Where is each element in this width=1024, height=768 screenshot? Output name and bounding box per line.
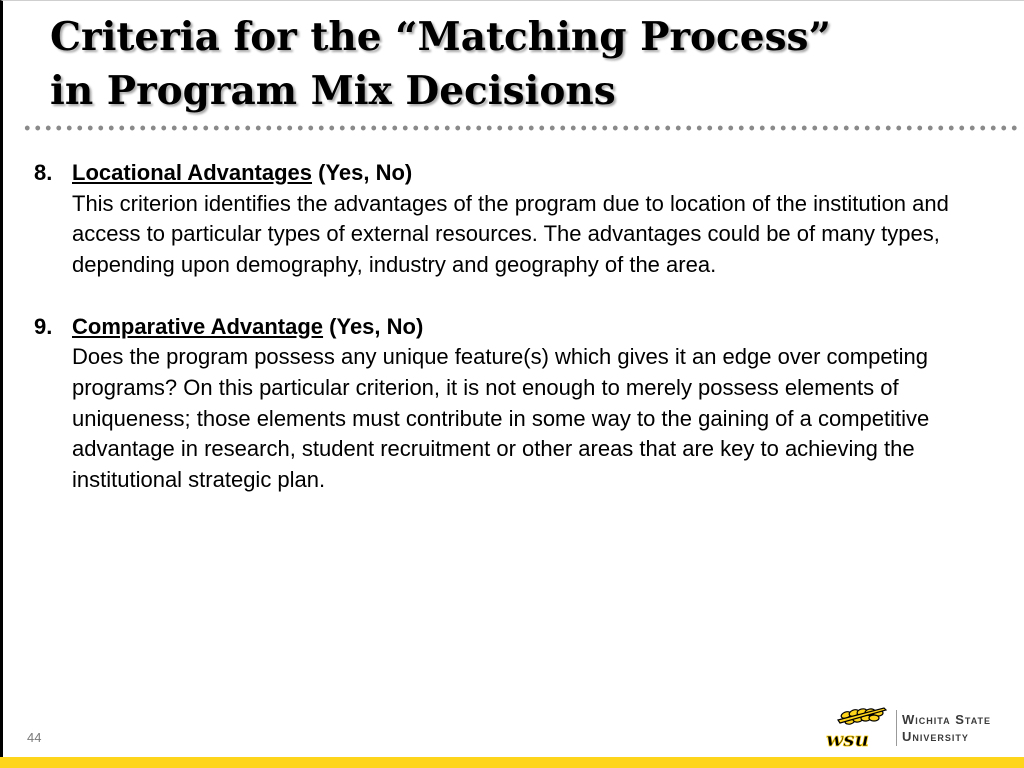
item-number: 8.	[34, 160, 53, 185]
criterion-item-8	[34, 158, 984, 281]
criterion-item-9	[34, 312, 984, 496]
title-line-1: Criteria for the “Matching Process”	[50, 14, 831, 60]
item-heading	[72, 160, 412, 185]
item-number: 9.	[34, 313, 53, 339]
logo-line-1: Wichita State	[902, 712, 992, 727]
logo-divider	[896, 710, 897, 746]
item-term: Locational Advantages	[72, 160, 313, 185]
item-description: This criterion identifies the advantages of the program due to location of the institution and access to particular types of external resources. The advantages could be of many types, depending upon demography, industry and geography of the area.	[72, 190, 949, 278]
item-term: Comparative Advantage	[72, 313, 324, 339]
dotted-divider	[22, 125, 1022, 131]
wsu-monogram: wsu	[826, 727, 870, 750]
criteria-list	[34, 158, 984, 496]
logo-line-2: University	[902, 729, 969, 744]
item-options: (Yes, No)	[312, 160, 413, 185]
item-description: Does the program possess any unique feature(s) which gives it an edge over competing programs? On this particular criterion, it is not enough to merely possess elements of uniqueness; those elements must contribute in some way to the gaining of a competitive advantage in research, student recruitment or other areas that are key to achieving the institutional strategic plan.	[72, 344, 930, 493]
logo-wordmark	[902, 711, 991, 745]
wichita-state-logo	[824, 706, 1014, 750]
slide-title	[50, 10, 950, 118]
item-heading	[72, 314, 423, 339]
item-options: (Yes, No)	[323, 313, 424, 339]
title-line-2: in Program Mix Decisions	[50, 68, 616, 114]
slide-number: 44	[27, 730, 42, 745]
footer-accent-bar	[0, 757, 1024, 768]
wheat-shocker-icon	[824, 706, 890, 750]
